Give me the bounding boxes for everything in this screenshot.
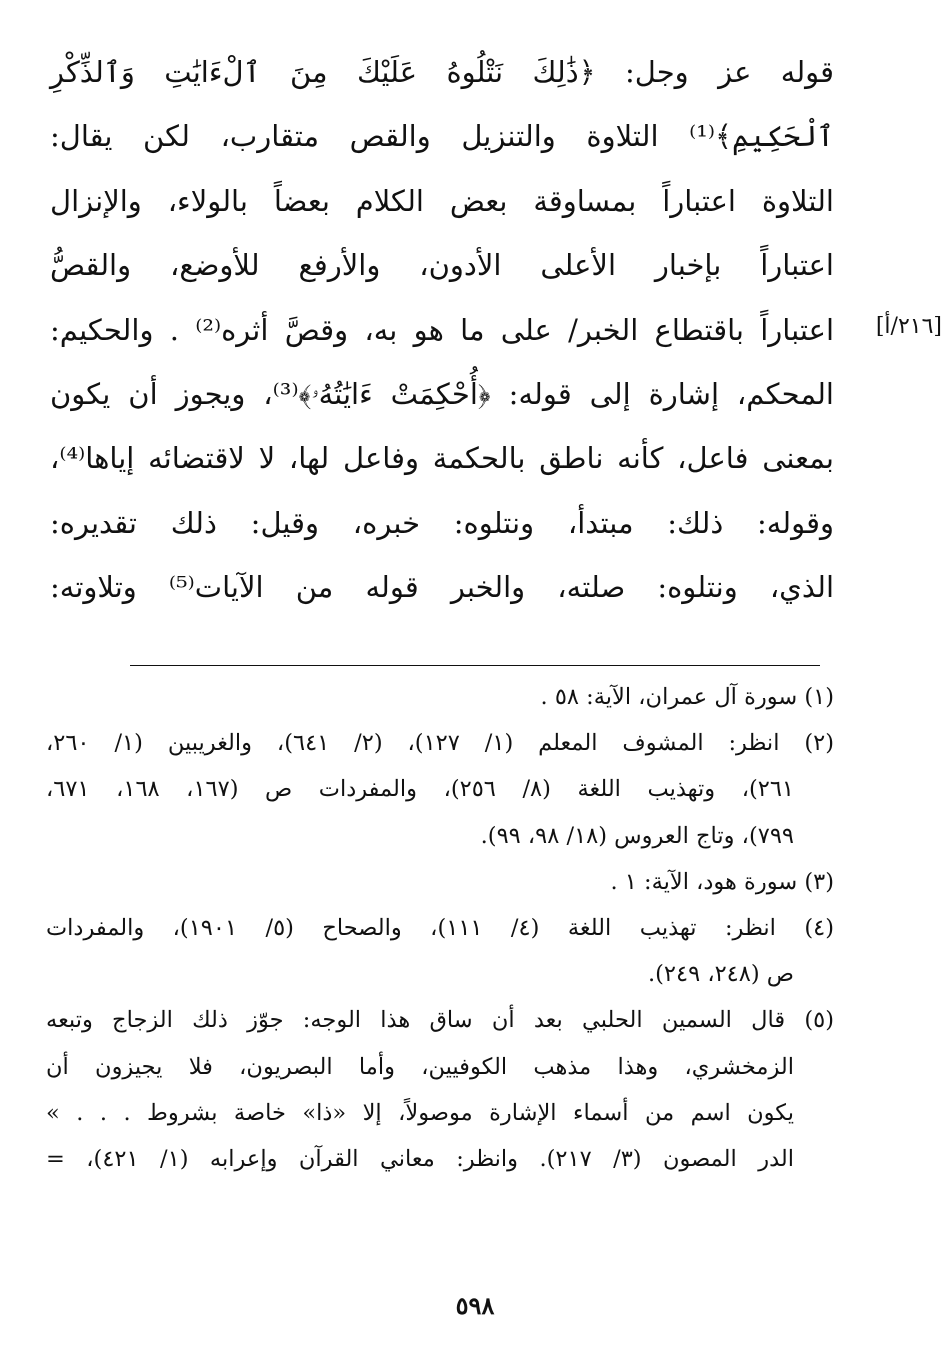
footnote-line: (٣) سورة هود، الآية: ١ . — [610, 868, 834, 895]
main-text-line: قوله عز وجل: ﴿ذَٰلِكَ نَتْلُوهُ عَلَيْكَ مِنَ ٱلْءَايَٰتِ وَٱلذِّكْرِ — [50, 55, 834, 89]
footnote-line: (٥) قال السمين الحلبي بعد أن ساق هذا الوجه: جوّز ذلك الزجاج وتبعه — [46, 1007, 834, 1034]
footnote-line: ٧٩٩)، وتاج العروس (١٨/ ٩٨، ٩٩). — [480, 822, 794, 849]
footnote-line: الزمخشري، وهذا مذهب الكوفيين، وأما البصريون، فلا يجيزون أن — [46, 1053, 794, 1080]
main-text-line: التلاوة اعتباراً بمساوقة بعض الكلام بعضاً بالولاء، والإنزال — [50, 183, 834, 218]
footnote-separator — [130, 665, 820, 666]
footnote-line: (٢) انظر: المشوف المعلم (١/ ١٢٧)، (٢/ ٦٤١)، والغريبين (١/ ٢٦٠، — [46, 730, 835, 757]
main-text-block — [50, 40, 834, 620]
footnote-line: ٢٦١)، وتهذيب اللغة (٨/ ٢٥٦)، والمفردات ص (١٦٧، ١٦٨، ٦٧١، — [46, 776, 795, 803]
footnotes-block — [46, 674, 834, 1182]
footnote-line: يكون اسم من أسماء الإشارة موصولاً، إلا «ذا» خاصة بشروط . . . » — [46, 1099, 794, 1126]
footnote-line: الدر المصون (٣/ ٢١٧). وانظر: معاني القرآن وإعرابه (١/ ٤٢١)، = — [46, 1145, 794, 1172]
footnote-line: (٤) انظر: تهذيب اللغة (٤/ ١١١)، والصحاح (٥/ ١٩٠١)، والمفردات — [46, 914, 835, 941]
main-text-line: الذي، ونتلوه: صلته، والخبر قوله من الآيات⁽⁵⁾ وتلاوته: — [50, 570, 834, 605]
main-text-line: وقوله: ذلك: مبتدأ، ونتلوه: خبره، وقيل: ذلك تقديره: — [50, 505, 834, 540]
footnote-line: ص (٢٤٨، ٢٤٩). — [647, 961, 794, 988]
footnote-line: (١) سورة آل عمران، الآية: ٥٨ . — [540, 684, 834, 710]
manuscript-folio-reference: [٢١٦/أ] — [875, 314, 942, 339]
page-number: ٥٩٨ — [455, 1291, 495, 1320]
main-text-line: بمعنى فاعل، كأنه ناطق بالحكمة وفاعل لها، لا لاقتضائه إياها⁽⁴⁾، — [50, 441, 834, 476]
main-text-line: ٱلْحَكِيمِ﴾⁽¹⁾ التلاوة والتنزيل والقص متقارب، لكن يقال: — [50, 119, 834, 154]
main-text-line: المحكم، إشارة إلى قوله: ﴿أُحْكِمَتْ ءَايَٰتُهُۥ﴾⁽³⁾، ويجوز أن يكون — [50, 376, 834, 411]
main-text-line: اعتباراً باقتطاع الخبر/ على ما هو به، وقصَّ أثره⁽²⁾ . والحكيم: — [50, 312, 835, 347]
main-text-line: اعتباراً بإخبار الأعلى الأدون، والأرفع للأوضع، والقصُّ — [50, 248, 834, 283]
